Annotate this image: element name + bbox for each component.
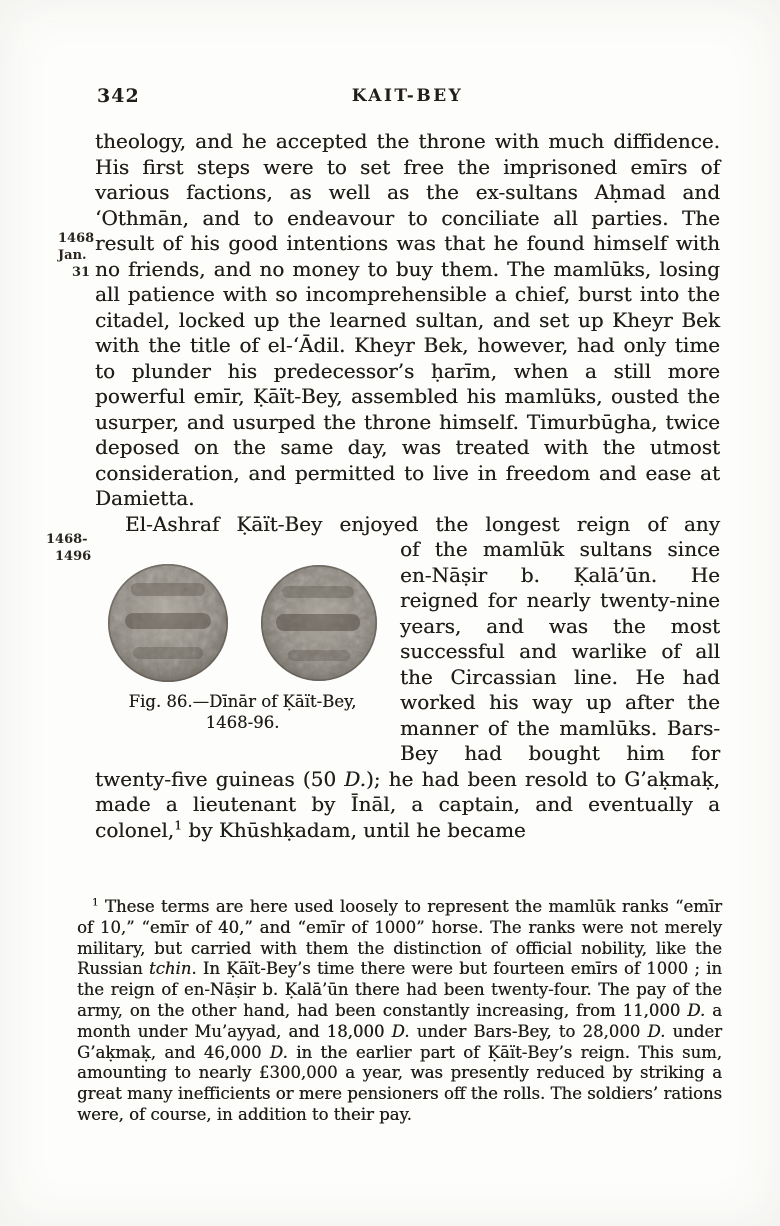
footnote-1: $^1$ These terms are here used loosely to represent the mamlūk ranks “emīr of 10,” “emīr of 40,” and “emīr of 1000” horse. The ranks were not merely military, but carried with them the distinction of official nobility, like the Russian tchin. In Ḳāït-Bey’s time there were but fourteen emīrs of 1000 ; in the reign of en-Nāṣir b. Ḳalā’ūn there had been twenty-four. The pay of the army, on the other hand, had been constantly increasing, from 11,000 D. a month under Mu’ayyad, and 18,000 D. under Bars-Bey, to 28,000 D. under G’aḳmaḳ, and 46,000 D. in the earlier part of Ḳāït-Bey’s reign. This sum, amounting to nearly £300,000 a year, was presently reduced by striking a great many inefficients or mere pensioners off the rolls. The soldiers’ rations were, of course, in addition to their pay. <box>77 897 722 1124</box>
paragraph-1: theology, and he accepted the throne with much diffidence. His first steps were to set free the imprisoned emīrs of various factions, as well as the ex-sultans Aḥmad and ‘Othmān, and to endeavour to conciliate all parties. The result of his good intentions was that he found himself with no friends, and no money to buy them. The mamlūks, losing all patience with so incomprehensible a chief, burst into the citadel, locked up the learned sultan, and set up Kheyr Bek with the title of el-‘Ādil. Kheyr Bek, however, had only time to plunder his predecessor’s ḥarīm, when a still more powerful emīr, Ḳāït-Bey, assembled his mamlūks, ousted the usurper, and usurped the throne himself. Timurbūgha, twice deposed on the same day, was treated with the utmost consideration, and permitted to live in freedom and ease at Damietta. <box>95 129 720 510</box>
margin-note-year: 1468 <box>58 231 95 246</box>
figure-caption <box>95 691 390 733</box>
paragraph-2-continuation: of the mamlūk sultans since en-Nāṣir b. Ḳalā’ūn. He reigned for nearly twenty-nine years, and was the most successful and warlike of all the Circassian line. He had worked his way up after the manner of the mamlūks. Bars-Bey had bought him for twenty-five guineas (50 D.); he had been resold to G’aḳmaḳ, made a lieutenant by Īnāl, a captain, and eventually a colonel,$^1$ by Khūshḳadam, until he became <box>95 537 721 842</box>
figure-86-dinar <box>95 537 390 733</box>
page-number: 342 <box>97 85 140 107</box>
margin-note-year-start: 1468- <box>46 532 88 547</box>
coin-photos <box>95 561 390 685</box>
margin-note-month: Jan. <box>58 248 87 263</box>
coin-obverse-image <box>105 561 231 685</box>
coin-reverse-image <box>258 562 380 684</box>
paragraph-2-first-line: El-Ashraf Ḳāït-Bey enjoyed the longest reign of any <box>125 511 720 536</box>
margin-note-day: 31 <box>72 265 91 280</box>
running-head <box>95 85 720 107</box>
figure-caption-line2: 1468-96. <box>205 713 280 732</box>
figure-caption-line1: Fig. 86.—Dīnār of Ḳāït-Bey, <box>128 692 357 711</box>
margin-note-1468-jan-31 <box>58 230 102 281</box>
footnote-block <box>77 897 722 1126</box>
main-text-block <box>95 129 720 843</box>
margin-note-1468-1496 <box>46 531 90 565</box>
margin-note-year-end: 1496 <box>55 549 92 564</box>
running-header-title: KAIT-BEY <box>351 86 464 106</box>
paragraph-2-body <box>95 537 720 843</box>
